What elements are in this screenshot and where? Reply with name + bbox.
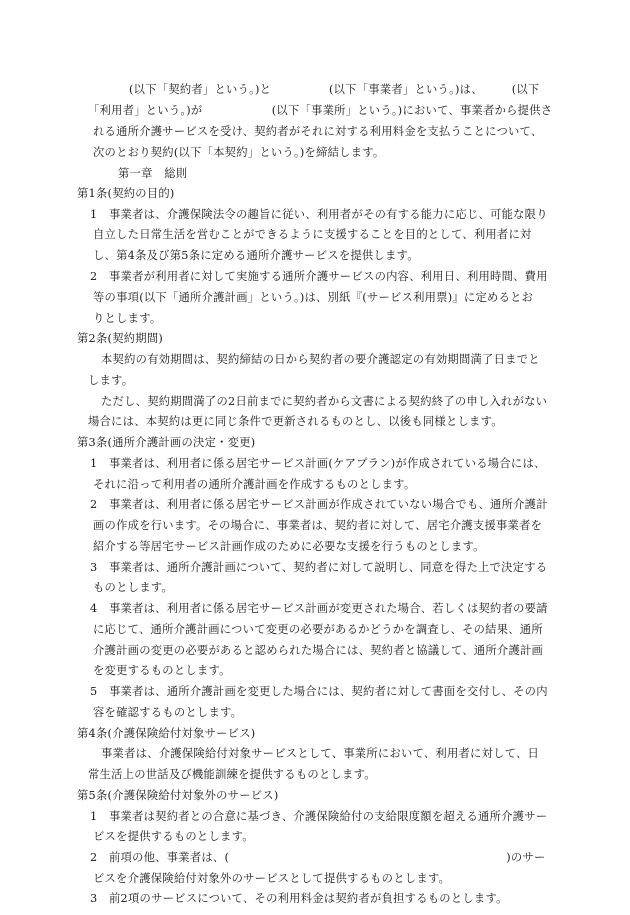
article-2-para-1-line-2: します。 [88, 374, 134, 387]
article-3-para-1-line-1: 1 事業者は、利用者に係る居宅サービス計画(ケアプラン)が作成されている場合には、 [90, 457, 546, 470]
article-5-para-2-line-2: ビスを介護保険給付対象外のサービスとして提供するものとします。 [93, 872, 451, 885]
article-3-para-1-line-2: それに沿って利用者の通所介護計画を作成するものとします。 [93, 478, 416, 491]
article-1-para-1-line-3: し、第4条及び第5条に定める通所介護サービスを提供します。 [93, 249, 419, 262]
article-3-para-4-line-3: 介護計画の変更の必要があると認められた場合には、契約者と協議して、通所介護計画 [93, 644, 544, 657]
article-3-para-4-line-4: を変更するものとします。 [93, 664, 231, 677]
article-3-para-5-line-1: 5 事業者は、通所介護計画を変更した場合には、契約者に対して書面を交付し、その内 [90, 685, 548, 698]
article-2-para-1-line-1: 本契約の有効期間は、契約締結の日から契約者の要介護認定の有効期間満了日までと [101, 353, 540, 366]
article-4-title: 第4条(介護保険給付対象サービス) [77, 727, 256, 740]
article-3-para-2-line-3: 紹介する等居宅サービス計画作成のために必要な支援を行うものとします。 [93, 540, 485, 553]
preamble-line-1: (以下「契約者」という。)と (以下「事業者」という。)は、 (以下 [129, 83, 540, 96]
article-3-para-2-line-1: 2 事業者は、利用者に係る居宅サービス計画が作成されていない場合でも、通所介護計 [90, 498, 548, 511]
article-1-para-2-line-2: 等の事項(以下「通所介護計画」という。)は、別紙『(サービス利用票)』に定めるとお [93, 291, 534, 304]
article-4-para-1-line-1: 事業者は、介護保険給付対象サービスとして、事業所において、利用者に対して、日 [101, 747, 540, 760]
article-1-para-2-line-3: りとします。 [93, 312, 162, 325]
article-2-title: 第2条(契約期間) [77, 332, 164, 345]
article-2-para-2-line-1: ただし、契約期間満了の2日前までに契約者から文書による契約終了の申し入れがない [101, 395, 548, 408]
article-1-para-1-line-1: 1 事業者は、介護保険法令の趣旨に従い、利用者がその有する能力に応じ、可能な限り [90, 208, 548, 221]
chapter-title: 第一章 総則 [118, 167, 188, 180]
article-3-para-5-line-2: 容を確認するものとします。 [93, 706, 243, 719]
article-5-para-1-line-1: 1 事業者は契約者との合意に基づき、介護保険給付の支給限度額を超える通所介護サー [90, 810, 548, 823]
article-3-para-4-line-2: に応じて、通所介護計画について変更の必要があるかどうかを調査し、その結果、通所 [93, 623, 543, 636]
article-5-para-1-line-2: ビスを提供するものとします。 [93, 830, 254, 843]
article-3-para-3-line-2: ものとします。 [93, 581, 173, 594]
preamble-line-4: 次のとおり契約(以下「本契約」という。)を締結します。 [93, 146, 385, 159]
preamble-line-3: れる通所介護サービスを受け、契約者がそれに対する利用料金を支払うことについて、 [93, 125, 543, 138]
article-3-title: 第3条(通所介護計画の決定・変更) [77, 436, 256, 449]
article-3-para-2-line-2: 画の作成を行います。その場合に、事業者は、契約者に対して、居宅介護支援事業者を [93, 519, 543, 532]
article-1-para-1-line-2: 自立した日常生活を営むことができるように支援することを目的として、利用者に対 [93, 228, 532, 241]
article-1-title: 第1条(契約の目的) [77, 187, 175, 200]
article-3-para-3-line-1: 3 事業者は、通所介護計画について、契約者に対して説明し、同意を得た上で決定する [90, 561, 548, 574]
article-5-title: 第5条(介護保険給付対象外のサービス) [77, 789, 279, 802]
article-2-para-2-line-2: 場合には、本契約は更に同じ条件で更新されるものとし、以後も同様とします。 [88, 415, 503, 428]
preamble-line-2: 「利用者」という。)が (以下「事業所」という。)において、事業者から提供さ [88, 104, 553, 117]
article-3-para-4-line-1: 4 事業者は、利用者に係る居宅サービス計画が変更された場合、若しくは契約者の要請 [90, 602, 548, 615]
article-5-para-2-line-1: 2 前項の他、事業者は、( )のサー [90, 851, 546, 864]
article-4-para-1-line-2: 常生活上の世話及び機能訓練を提供するものとします。 [88, 768, 376, 781]
article-5-para-3-line-1: 3 前2項のサービスについて、その利用料金は契約者が負担するものとします。 [90, 892, 508, 905]
article-1-para-2-line-1: 2 事業者が利用者に対して実施する通所介護サービスの内容、利用日、利用時間、費用 [90, 270, 548, 283]
